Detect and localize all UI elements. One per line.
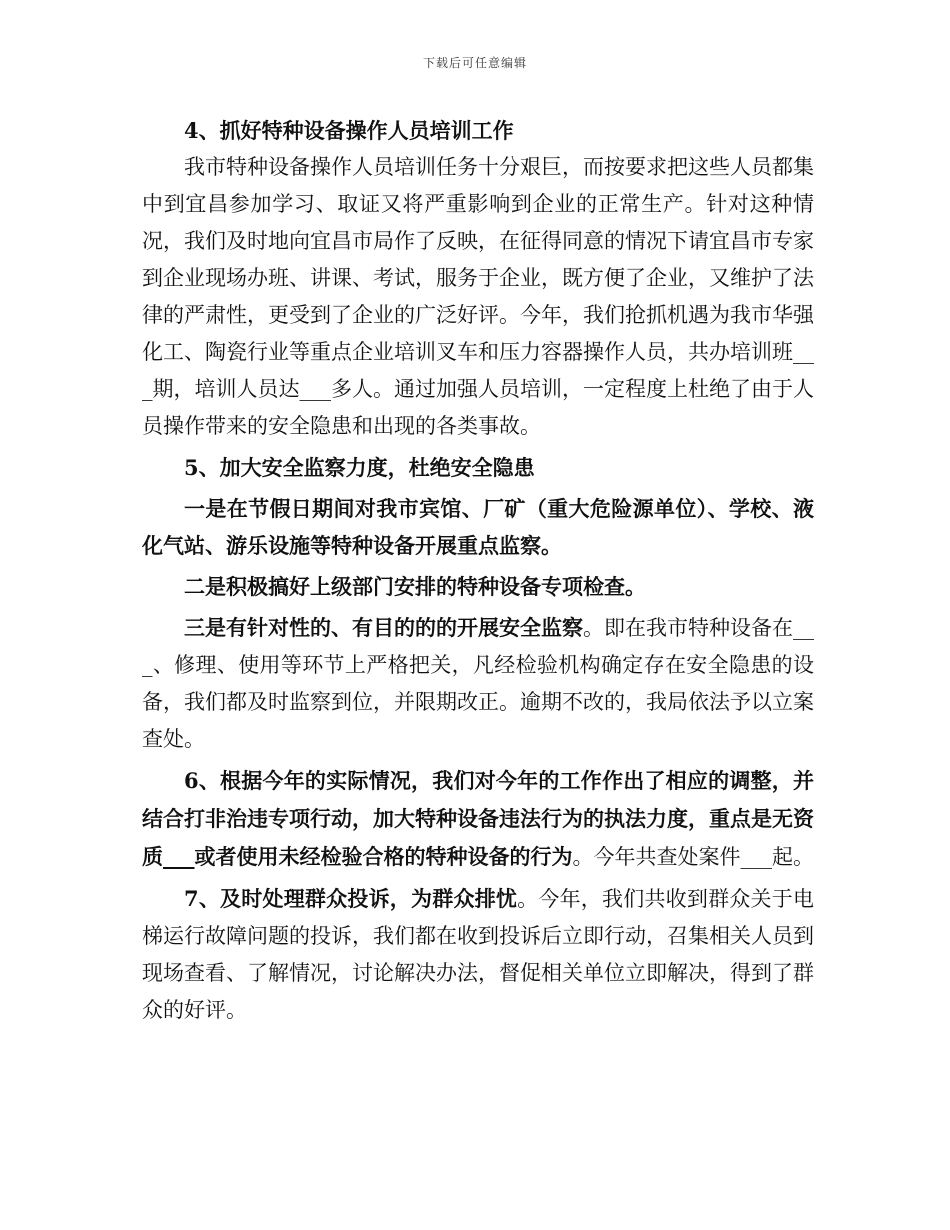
page-header: 下载后可任意编辑	[422, 56, 527, 70]
section-7-text: 。今年，我们共收到群众关于电梯运行故障问题的投诉，我们都在收到投诉后立即行动，召集相关人员到现场查看、了解情况，讨论解决办法，督促相关单位立即解决，得到了群众的好评。	[142, 887, 814, 1022]
section-5-point-2: 二是积极搞好上级部门安排的特种设备专项检查。	[184, 574, 646, 599]
section-6	[142, 762, 814, 876]
section-7	[142, 880, 814, 1029]
section-4-title: 4、抓好特种设备操作人员培训工作	[184, 118, 514, 143]
document-body	[142, 112, 814, 1029]
section-5-point-3	[142, 609, 814, 758]
section-7-lead: 7、及时处理群众投诉，为群众排忧	[184, 886, 518, 911]
section-5-title: 5、加大安全监察力度，杜绝安全隐患	[184, 455, 535, 480]
section-4-body: 我市特种设备操作人员培训任务十分艰巨，而按要求把这些人员都集中到宜昌参加学习、取证又将严重影响到企业的正常生产。针对这种情况，我们及时地向宜昌市局作了反映，在征得同意的情况下请宜昌市专家到企业现场办班、讲课、考试，服务于企业，既方便了企业，又维护了法律的严肃性，更受到了企业的广泛好评。今年，我们抢抓机遇为我市华强化工、陶瓷行业等重点企业培训叉车和压力容器操作人员，共办培训班___期，培训人员达___多人。通过加强人员培训，一定程度上杜绝了由于人员操作带来的安全隐患和出现的各类事故。	[142, 155, 814, 438]
section-6-text: 。今年共查处案件___起。	[572, 845, 814, 869]
section-6-lead: 6、根据今年的实际情况，我们对今年的工作作出了相应的调整，并结合打非治违专项行动，加大特种设备违法行为的执法力度，重点是无资质___或者使用未经检验合格的特种设备的行为	[142, 768, 814, 869]
section-5-point-3-lead: 三是有针对性的、有目的的的开展安全监察	[184, 615, 583, 640]
section-5-point-3-text: 。即在我市特种设备在___、修理、使用等环节上严格把关，凡经检验机构确定存在安全隐患的设备，我们都及时监察到位，并限期改正。逾期不改的，我局依法予以立案查处。	[142, 616, 814, 751]
section-5-point-1: 一是在节假日期间对我市宾馆、厂矿（重大危险源单位）、学校、液化气站、游乐设施等特种设备开展重点监察。	[142, 496, 814, 558]
